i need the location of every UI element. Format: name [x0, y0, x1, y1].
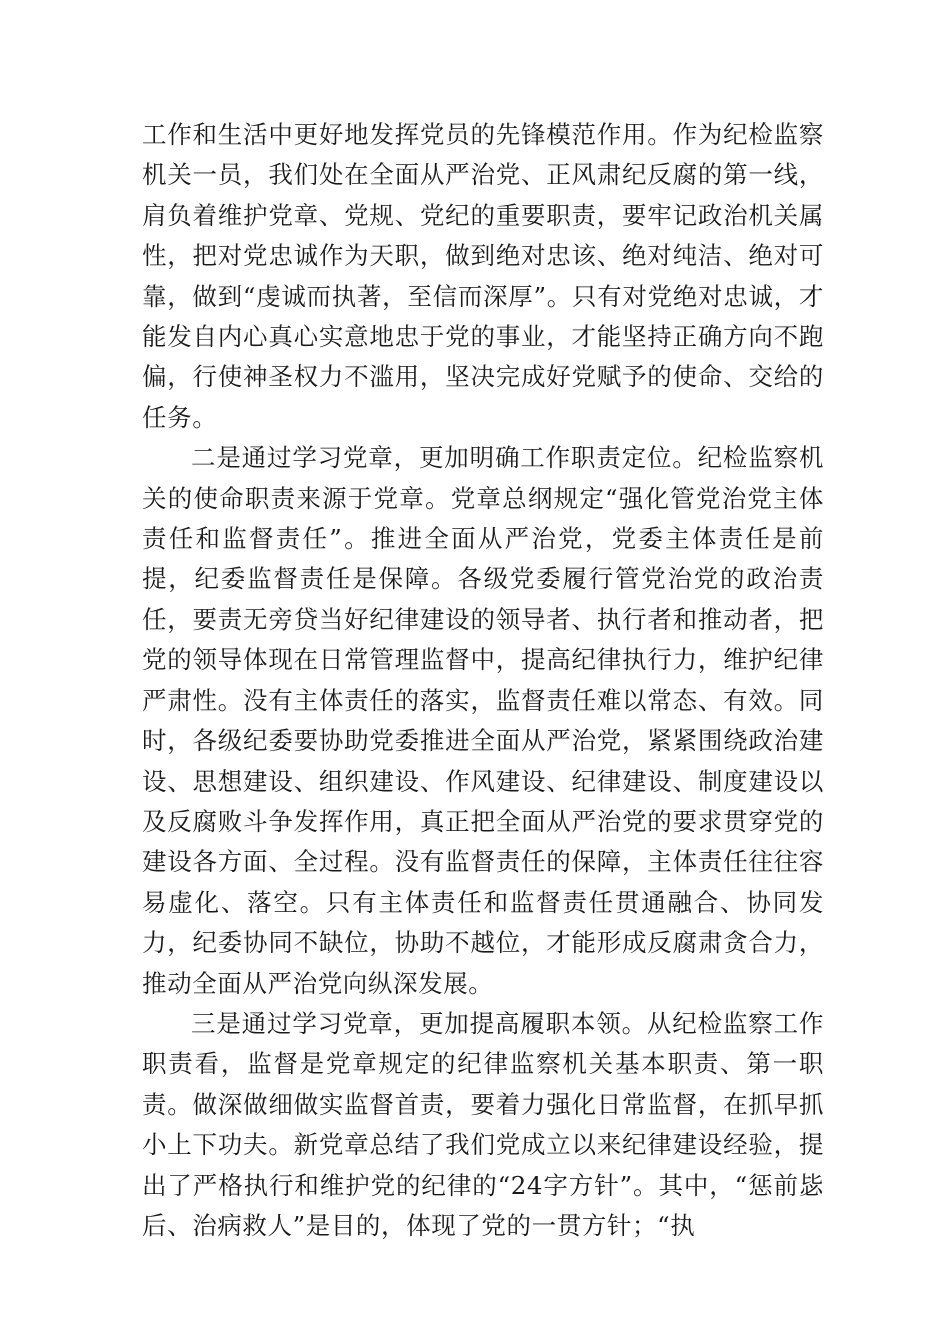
paragraph-point-three: 三是通过学习党章，更加提高履职本领。从纪检监察工作职责看，监督是党章规定的纪律监察机关基本职责、第一职责。做深做细做实监督首责，要着力强化日常监督，在抓早抓小上下功夫。新党章总结了我们党成立以来纪律建设经验，提出了严格执行和维护党的纪律的“24字方针”。其中，“惩前毖后、治病救人”是目的，体现了党的一贯方针；“执	[142, 1008, 824, 1240]
paragraph-point-two: 二是通过学习党章，更加明确工作职责定位。纪检监察机关的使命职责来源于党章。党章总纲规定“强化管党治党主体责任和监督责任”。推进全面从严治党，党委主体责任是前提，纪委监督责任是保障。各级党委履行管党治党的政治责任，要责无旁贷当好纪律建设的领导者、执行者和推动者，把党的领导体现在日常管理监督中，提高纪律执行力，维护纪律严肃性。没有主体责任的落实，监督责任难以常态、有效。同时，各级纪委要协助党委推进全面从严治党，紧紧围绕政治建设、思想建设、组织建设、作风建设、纪律建设、制度建设以及反腐败斗争发挥作用，真正把全面从严治党的要求贯穿党的建设各方面、全过程。没有监督责任的保障，主体责任往往容易虚化、落空。只有主体责任和监督责任贯通融合、协同发力，纪委协同不缺位，协助不越位，才能形成反腐肃贪合力，推动全面从严治党向纵深发展。	[142, 443, 824, 998]
paragraph-continuation: 工作和生活中更好地发挥党员的先锋模范作用。作为纪检监察机关一员，我们处在全面从严治党、正风肃纪反腐的第一线，肩负着维护党章、党规、党纪的重要职责，要牢记政治机关属性，把对党忠诚作为天职，做到绝对忠该、绝对纯洁、绝对可靠，做到“虔诚而执著，至信而深厚”。只有对党绝对忠诚，才能发自内心真心实意地忠于党的事业，才能坚持正确方向不跑偏，行使神圣权力不滥用，坚决完成好党赋予的使命、交给的任务。	[142, 120, 824, 432]
document-body	[142, 115, 824, 1246]
